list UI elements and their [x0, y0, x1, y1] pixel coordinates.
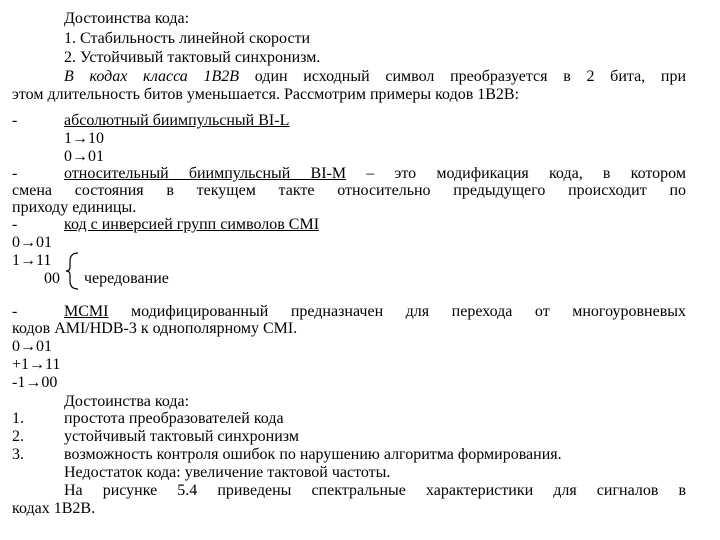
drawback-line: Недостаток кода: увеличение тактовой частоты. — [64, 464, 391, 481]
brace-icon — [64, 251, 82, 291]
advantage2-item-2: устойчивый тактовый синхронизм — [64, 428, 299, 445]
cmi-alternation-label: чередование — [84, 270, 169, 287]
class-intro-line-2: этом длительность битов уменьшается. Рассмотрим примеры кодов 1В2В: — [12, 86, 520, 103]
bullet-dash-2: - — [12, 165, 18, 182]
bullet-dash-3: - — [12, 216, 18, 233]
mcmi-mapping-2: +1→11 — [12, 356, 61, 373]
advantages-heading: Достоинства кода: — [64, 10, 190, 27]
advantage2-num-1: 1. — [12, 410, 24, 427]
bim-line-3: приходу единицы. — [12, 199, 137, 216]
bim-desc-text: – это модификация кода, в котором — [346, 165, 686, 182]
mcmi-line-1 — [64, 303, 686, 320]
bullet-dash-4: - — [12, 303, 18, 320]
mcmi-line-2: кодов AMI/HDB-3 к однополярному CMI. — [12, 320, 298, 337]
bil-mapping-1: 1→10 — [64, 130, 104, 147]
mcmi-mapping-1: 0→01 — [12, 338, 52, 355]
mcmi-mapping-3: -1→00 — [12, 374, 58, 391]
class-italic-term: В кодах класса 1В2В — [64, 68, 240, 85]
cmi-mapping-1: 0→01 — [12, 234, 52, 251]
bullet-dash-1: - — [12, 112, 18, 129]
bim-line-1 — [64, 165, 686, 182]
bil-code-name: абсолютный биимпульсный BI-L — [64, 112, 290, 129]
bim-code-name: относительный биимпульсный BI-M — [64, 165, 347, 182]
cmi-mapping-3: 00 — [44, 270, 60, 287]
advantage-item-2: 2. Устойчивый тактовый синхронизм. — [64, 49, 321, 66]
mcmi-code-name: MCMI — [64, 303, 109, 320]
advantage2-num-2: 2. — [12, 428, 24, 445]
figure-line-2: кодах 1В2В. — [12, 500, 96, 517]
class-intro-line-1 — [64, 68, 686, 85]
bil-mapping-2: 0→01 — [64, 148, 104, 165]
advantage-item-1: 1. Стабильность линейной скорости — [64, 30, 311, 47]
advantage2-item-3: возможность контроля ошибок по нарушению алгоритма формирования. — [64, 446, 562, 463]
figure-line-1: На рисунке 5.4 приведены спектральные характеристики для сигналов в — [64, 482, 686, 499]
advantage2-num-3: 3. — [12, 446, 24, 463]
mcmi-desc-text: модифицированный предназначен для перехода от многоуровневых — [108, 303, 686, 320]
class-intro-text: один исходный символ преобразуется в 2 бита, при — [239, 68, 686, 85]
cmi-code-name: код с инверсией групп символов CMI — [64, 216, 320, 233]
advantage2-item-1: простота преобразователей кода — [64, 410, 284, 427]
bim-line-2: смена состояния в текущем такте относительно предыдущего происходит по — [12, 182, 686, 199]
advantages2-heading: Достоинства кода: — [64, 393, 190, 410]
cmi-mapping-2: 1→11 — [12, 252, 52, 269]
